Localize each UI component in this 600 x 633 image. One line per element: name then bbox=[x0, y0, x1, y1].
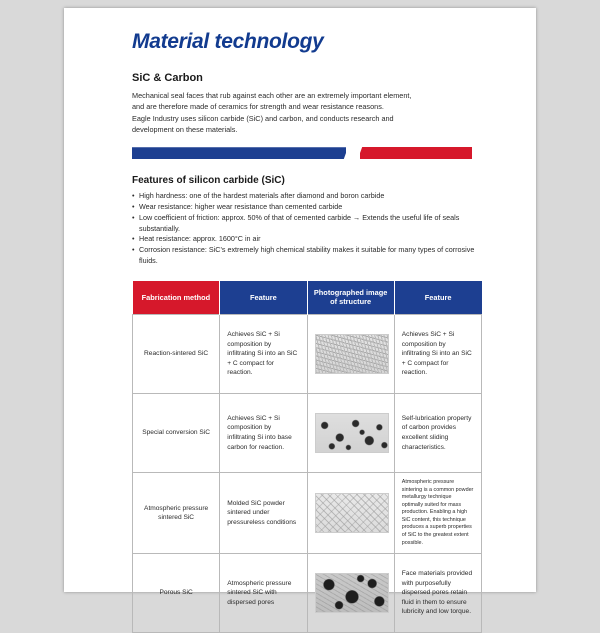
paragraph-line: and are therefore made of ceramics for strength and wear resistance reasons. bbox=[132, 102, 384, 112]
cell-micrograph bbox=[307, 554, 394, 633]
section-heading-features: Features of silicon carbide (SiC) bbox=[132, 175, 285, 187]
paragraph-line: Eagle Industry uses silicon carbide (SiC) and carbon, and conducts research and bbox=[132, 113, 394, 123]
table-row bbox=[133, 394, 482, 473]
document-page bbox=[64, 8, 536, 616]
table-row bbox=[133, 473, 482, 554]
special-conversion-sic-micrograph bbox=[315, 413, 389, 453]
list-item: • Low coefficient of friction: approx. 50% of that of cemented carbide → Extends the useful life of seals substantially. bbox=[132, 213, 492, 235]
column-header-feature-2: Feature bbox=[394, 281, 481, 315]
divider-red-segment bbox=[360, 147, 472, 159]
cell-feature-2: Achieves SiC + Si composition by infiltrating Si into an SiC + C compact for reaction. bbox=[394, 315, 481, 394]
paragraph-line: Mechanical seal faces that rub against each other are an extremely important element, bbox=[132, 91, 412, 100]
cell-micrograph bbox=[307, 473, 394, 554]
page-content bbox=[132, 30, 492, 633]
cell-fabrication-method: Atmospheric pressure sintered SiC bbox=[133, 473, 220, 554]
cell-micrograph bbox=[307, 394, 394, 473]
features-list bbox=[132, 191, 492, 267]
cell-fabrication-method: Reaction-sintered SiC bbox=[133, 315, 220, 394]
section-heading-sic-carbon: SiC & Carbon bbox=[132, 72, 203, 84]
list-item: • Wear resistance: higher wear resistance than cemented carbide bbox=[132, 202, 492, 213]
cell-feature-2: Self-lubrication property of carbon provides excellent sliding characteristics. bbox=[394, 394, 481, 473]
decorative-divider-bar bbox=[132, 147, 472, 159]
cell-feature-1: Achieves SiC + Si composition by infiltrating Si into an SiC + C compact for reaction. bbox=[220, 315, 307, 394]
atmospheric-pressure-sintered-sic-micrograph bbox=[315, 493, 389, 533]
divider-blue-segment bbox=[132, 147, 346, 159]
column-header-feature-1: Feature bbox=[220, 281, 307, 315]
column-header-photographed-image: Photographed image of structure bbox=[307, 281, 394, 315]
cell-fabrication-method: Special conversion SiC bbox=[133, 394, 220, 473]
reaction-sintered-sic-micrograph bbox=[315, 334, 389, 374]
table-row bbox=[133, 554, 482, 633]
table-row bbox=[133, 315, 482, 394]
cell-feature-1: Molded SiC powder sintered under pressureless conditions bbox=[220, 473, 307, 554]
cell-feature-2: Atmospheric pressure sintering is a common powder metallurgy technique optimally suited for mass production. Enabling a high SiC content, this technique produces a superb properties of SiC to the greatest extent possible. bbox=[394, 473, 481, 554]
paragraph-line: development on these materials. bbox=[132, 124, 238, 134]
page-title: Material technology bbox=[132, 30, 324, 53]
cell-fabrication-method: Porous SiC bbox=[133, 554, 220, 633]
cell-micrograph bbox=[307, 315, 394, 394]
table-header-row bbox=[133, 281, 482, 315]
porous-sic-micrograph bbox=[315, 573, 389, 613]
list-item: • Corrosion resistance: SiC's extremely high chemical stability makes it suitable for many types of corrosive fluids. bbox=[132, 245, 492, 267]
materials-table bbox=[132, 281, 482, 633]
list-item: • High hardness: one of the hardest materials after diamond and boron carbide bbox=[132, 191, 492, 202]
column-header-fabrication-method: Fabrication method bbox=[133, 281, 220, 315]
list-item: • Heat resistance: approx. 1600°C in air bbox=[132, 234, 492, 245]
section-paragraph bbox=[132, 90, 492, 135]
cell-feature-1: Achieves SiC + Si composition by infiltrating Si into base carbon for reaction. bbox=[220, 394, 307, 473]
cell-feature-1: Atmospheric pressure sintered SiC with dispersed pores bbox=[220, 554, 307, 633]
cell-feature-2: Face materials provided with purposefully dispersed pores retain fluid in them to ensure lubricity and low torque. bbox=[394, 554, 481, 633]
